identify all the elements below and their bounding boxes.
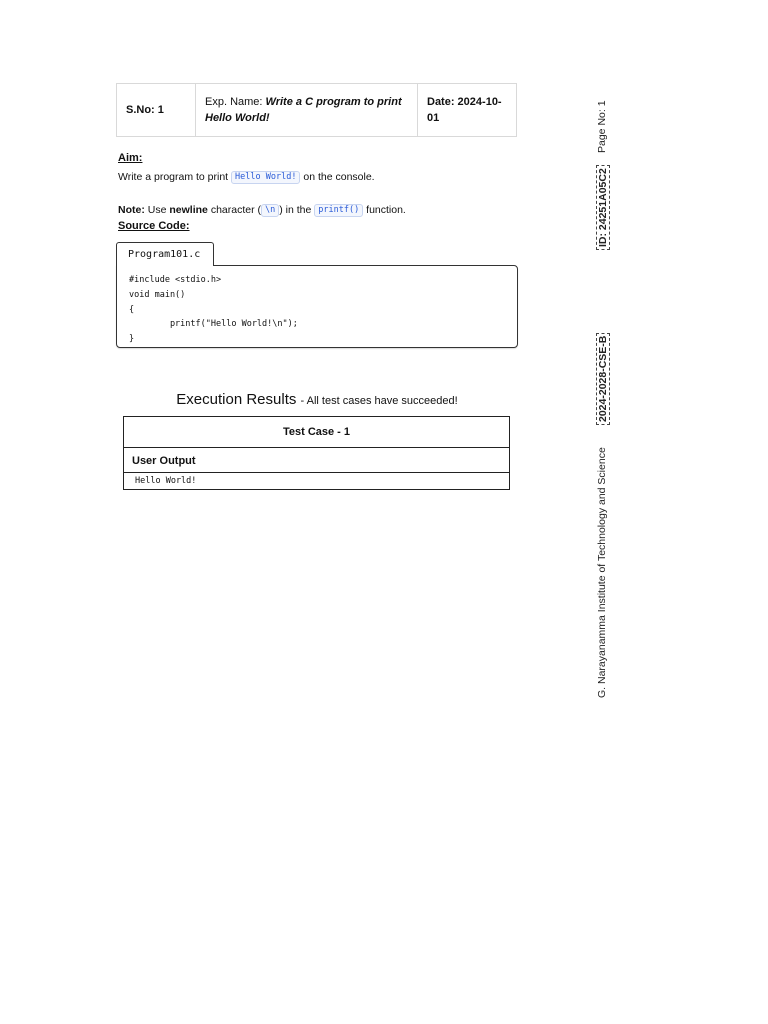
- execution-results-heading: Execution Results: [176, 391, 297, 408]
- aim-inline-code: Hello World!: [231, 171, 300, 184]
- results-table: [123, 416, 510, 490]
- code-line: void main(): [129, 289, 186, 300]
- file-tab[interactable]: Program101.c: [116, 242, 214, 266]
- user-output-value: Hello World!: [135, 476, 197, 486]
- execution-results-title: [0, 391, 634, 408]
- aim-heading: Aim:: [118, 152, 143, 164]
- note-inline-code-newline: \n: [261, 204, 279, 217]
- serial-number: S.No: 1: [117, 84, 196, 136]
- note-inline-code-printf: printf(): [314, 204, 363, 217]
- note-text-2: character (: [210, 204, 261, 216]
- institute-name-label: G. Narayanamma Institute of Technology and Science: [596, 447, 608, 698]
- note-bold-word: newline: [169, 204, 208, 216]
- note-text-4: function.: [366, 204, 406, 216]
- batch-label: 2024-2028-CSE-B: [596, 333, 610, 425]
- experiment-date: Date: 2024-10-01: [427, 96, 502, 124]
- code-line: #include <stdio.h>: [129, 275, 222, 285]
- test-case-header: Test Case - 1: [124, 417, 509, 448]
- code-line: printf("Hello World!\n");: [129, 319, 298, 330]
- code-line: {: [129, 304, 135, 315]
- note-text-1: Use: [147, 204, 167, 216]
- experiment-name-prefix: Exp. Name:: [205, 96, 266, 108]
- student-id-label: ID: 24251A05C2: [596, 165, 610, 250]
- note-label: Note:: [118, 204, 145, 216]
- code-block: [116, 265, 518, 348]
- user-output-label: User Output: [124, 448, 509, 473]
- experiment-header-table: [116, 83, 517, 137]
- page-number-label: Page No: 1: [596, 100, 608, 153]
- execution-results-subtitle: - All test cases have succeeded!: [300, 395, 458, 407]
- code-line: }: [129, 334, 135, 345]
- experiment-name: Write a C program to print Hello World!: [205, 96, 402, 124]
- aim-text-after: on the console.: [303, 171, 375, 183]
- note-text-3: ) in the: [279, 204, 312, 216]
- experiment-name-cell: [196, 84, 418, 136]
- aim-text: [118, 170, 375, 184]
- note-text: [118, 203, 406, 217]
- aim-text-before: Write a program to print: [118, 171, 229, 183]
- source-code-heading: Source Code:: [118, 220, 190, 232]
